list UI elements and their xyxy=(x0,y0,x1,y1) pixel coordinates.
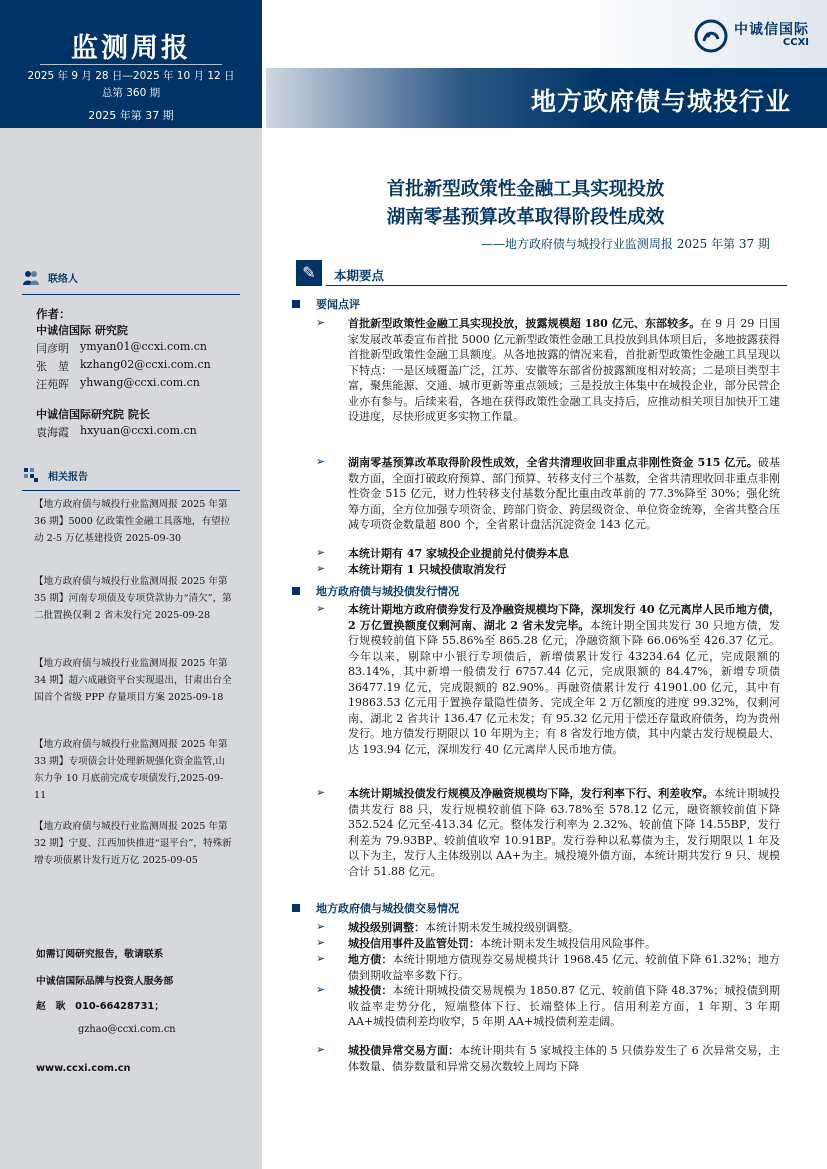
subtitle: ——地方政府债与城投行业监测周报 2025 年第 37 期 xyxy=(480,237,770,251)
authors-label: 作者： xyxy=(36,307,71,321)
ccxi-logo xyxy=(694,18,809,54)
subscribe-label: 如需订阅研究报告，敬请联系 xyxy=(36,949,164,960)
report-type-title: 监测周报 xyxy=(71,33,191,64)
section-header xyxy=(296,260,787,286)
main-title xyxy=(266,176,785,232)
section-title: 本期要点 xyxy=(334,268,385,283)
related-header xyxy=(22,466,88,484)
year-issue: 2025 年第 37 期 xyxy=(88,109,174,122)
date-range: 2025 年 9 月 28 日—2025 年 10 月 12 日 xyxy=(27,70,235,82)
bullet-item: ➢ 城投债：本统计期城投债交易规模为 1850.87 亿元、较前值下降 48.37%；城投债到期收益率走势分化，短端整体下行、长端整体上行。信用利差方面，1 年期、3 年期 AA+城投债利差均收窄，5 年期 AA+城投债利差走阔。 xyxy=(316,983,781,1028)
arrow-icon: ➢ xyxy=(316,455,326,468)
header-left-panel xyxy=(0,0,262,128)
related-report-link[interactable]: 【地方政府债与城投行业监测周报 2025 年第 33 期】专项债会计处理新规强化资金监管,山东力争 10 月底前完成专项债发行,2025-09-11 xyxy=(34,739,228,801)
arrow-icon: ➢ xyxy=(316,316,326,329)
arrow-icon: ➢ xyxy=(316,952,326,965)
header-divider xyxy=(40,64,222,65)
website-link[interactable]: www.ccxi.com.cn xyxy=(36,1063,131,1074)
bullet-item: ➢ 湖南零基预算改革取得阶段性成效，全省共清理收回非重点非刚性资金 515 亿元。破基数方面，全面打破政府预算、部门预算、转移支付三个基数，全省共清理收回非重点非刚性资金 515 亿元，财力性转移支付基数分配比重由改革前的 77.3%降至 30%；强化统筹方面，全方位加强专项资金、跨部门资金、跨层级资金、单位资金统筹，全省共整合压减专项资金数量超 800 个，全省累计盘活沉淀资金 143 亿元。 xyxy=(316,455,781,531)
arrow-icon: ➢ xyxy=(316,786,326,799)
arrow-icon: ➢ xyxy=(316,983,326,996)
bullet-item: ➢ 城投债异常交易方面：本统计期共有 5 家城投主体的 5 只债券发生了 6 次异常交易，主体数量、债券数量和异常交易次数较上周均下降 xyxy=(316,1043,781,1073)
author-row: 汪苑晖 yhwang@ccxi.com.cn xyxy=(36,376,200,391)
director-row: 袁海霞 hxyuan@ccxi.com.cn xyxy=(36,424,197,439)
section-icon: ✎ xyxy=(296,260,322,286)
bullet-item: ➢ 本统计期有 47 家城投企业提前兑付债券本息 xyxy=(316,546,569,560)
related-report-icon xyxy=(22,466,40,484)
sidebar xyxy=(0,128,262,1169)
arrow-icon: ➢ xyxy=(316,546,326,559)
heading-trading: 地方政府债与城投债交易情况 xyxy=(292,900,459,916)
header-right-panel xyxy=(266,0,827,128)
contact-header xyxy=(22,268,78,286)
contact-label: 联络人 xyxy=(48,273,78,285)
related-report-link[interactable]: 【地方政府债与城投行业监测周报 2025 年第 36 期】5000 亿政策性金融工具落地，有望拉动 2-5 万亿基建投资 2025-09-30 xyxy=(34,499,231,544)
bullet-item: ➢ 地方债：本统计期地方债现券交易规模共计 1968.45 亿元、较前值下降 61.32%；地方债到期收益率多数下行。 xyxy=(316,952,781,982)
bullet-item: ➢ 本统计期城投债发行规模及净融资规模均下降，发行利率下行、利差收窄。本统计期城投债共发行 88 只，发行规模较前值下降 63.78%至 578.12 亿元，融资额较前值下降 352.524 亿元至-413.34 亿元。整体发行利率为 2.32%、较前值下降 14.55BP，发行利差为 79.93BP、较前值收窄 10.91BP。发行券种以私募债为主，发行期限以 1 年及以下为主，发行人主体级别以 AA+为主。城投境外债方面，本统计期共发行 9 只、规模合计 51.88 亿元。 xyxy=(316,786,781,878)
logo-cn-text: 中诚信国际 xyxy=(734,22,809,39)
total-issue: 总第 360 期 xyxy=(101,87,161,99)
logo-en-text: CCXI xyxy=(782,37,809,49)
author-row: 张 堃 kzhang02@ccxi.com.cn xyxy=(36,358,211,373)
contact-icon xyxy=(22,268,40,286)
bullet-item: ➢ 本统计期地方政府债券发行及净融资规模均下降，深圳发行 40 亿元离岸人民币地方债，2 万亿置换额度仅剩河南、湖北 2 省未发完毕。本统计期全国共发行 30 只地方债，发行规模较前值下降 55.86%至 865.28 亿元，净融资额下降 66.06%至 426.37 亿元。今年以来，剔除中小银行专项债后，新增债累计发行 43234.64 亿元，完成限额的 83.14%，其中新增一般债发行 6757.44 亿元，完成限额的 84.47%，新增专项债 36477.19 亿元，完成限额的 82.90%。再融资债累计发行 41901.00 亿元，其中有 19863.53 亿元用于置换存量隐性债务、完成全年 2 万亿额度的进度 99.32%，仅剩河南、湖北 2 省共计 136.47 亿元未发；有 95.32 亿元用于偿还存量政府债务，均为贵州发行。地方债发行期限以 10 年期为主；有 8 省发行地方债，其中内蒙古发行规模最大、达 193.94 亿元，深圳发行 40 亿元离岸人民币地方债。 xyxy=(316,602,780,756)
org-name: 中诚信国际 研究院 xyxy=(36,324,128,337)
related-label: 相关报告 xyxy=(48,471,88,483)
arrow-icon: ➢ xyxy=(316,562,326,575)
title-line-1: 首批新型政策性金融工具实现投放 xyxy=(386,179,665,200)
title-line-2: 湖南零基预算改革取得阶段性成效 xyxy=(386,207,665,228)
heading-issuance: 地方政府债与城投债发行情况 xyxy=(292,583,459,599)
bullet-item: ➢ 城投信用事件及监管处罚：本统计期未发生城投信用风险事件。 xyxy=(316,936,656,950)
contact-phone: 赵 耿 010-66428731； xyxy=(36,1001,165,1012)
arrow-icon: ➢ xyxy=(316,1043,326,1056)
bullet-item: ➢ 首批新型政策性金融工具实现投放，披露规模超 180 亿元、东部较多。在 9 月 29 日国家发展改革委宣布首批 5000 亿元新型政策性金融工具投放到具体项目后，多地披露获得首批新型政策性金融工具额度。从各地披露的情况来看，首批新型政策性金融工具呈现以下特点：一是区域覆盖广泛，江苏、安徽等东部省份披露额度相对较高；二是项目类型丰富，聚焦能源、交通、城市更新等重点领域；三是投放主体集中在城投企业，部分民营企业亦有参与。后续来看，各地在获得政策性金融工具支持后，应推动相关项目加快开工建设进度，尽快形成更多实物工作量。 xyxy=(316,316,780,423)
related-report-link[interactable]: 【地方政府债与城投行业监测周报 2025 年第 32 期】宁夏、江西加快推进“退平台”，特殊新增专项债累计发行近万亿 2025-09-05 xyxy=(34,821,232,866)
contact-email[interactable]: gzhao@ccxi.com.cn xyxy=(78,1024,176,1035)
director-org: 中诚信国际研究院 院长 xyxy=(36,408,150,421)
related-report-link[interactable]: 【地方政府债与城投行业监测周报 2025 年第 34 期】超六成融资平台实现退出，甘肃出台全国首个省级 PPP 存量项目方案 2025-09-18 xyxy=(34,658,232,703)
ccxi-logo-icon xyxy=(694,19,728,53)
author-row: 闫彦明 ymyan01@ccxi.com.cn xyxy=(36,340,207,355)
bullet-item: ➢ 本统计期有 1 只城投债取消发行 xyxy=(316,562,507,576)
related-report-link[interactable]: 【地方政府债与城投行业监测周报 2025 年第 35 期】河南专项债及专项贷款协力“清欠”，第二批置换仅剩 2 省未发行完 2025-09-28 xyxy=(34,576,232,621)
arrow-icon: ➢ xyxy=(316,920,326,933)
arrow-icon: ➢ xyxy=(316,936,326,949)
service-dept: 中诚信国际品牌与投资人服务部 xyxy=(36,976,174,987)
arrow-icon: ➢ xyxy=(316,602,326,615)
bullet-item: ➢ 城投级别调整：本统计期未发生城投级别调整。 xyxy=(316,920,579,934)
industry-title: 地方政府债与城投行业 xyxy=(530,87,791,116)
heading-comment: 要闻点评 xyxy=(292,296,360,312)
